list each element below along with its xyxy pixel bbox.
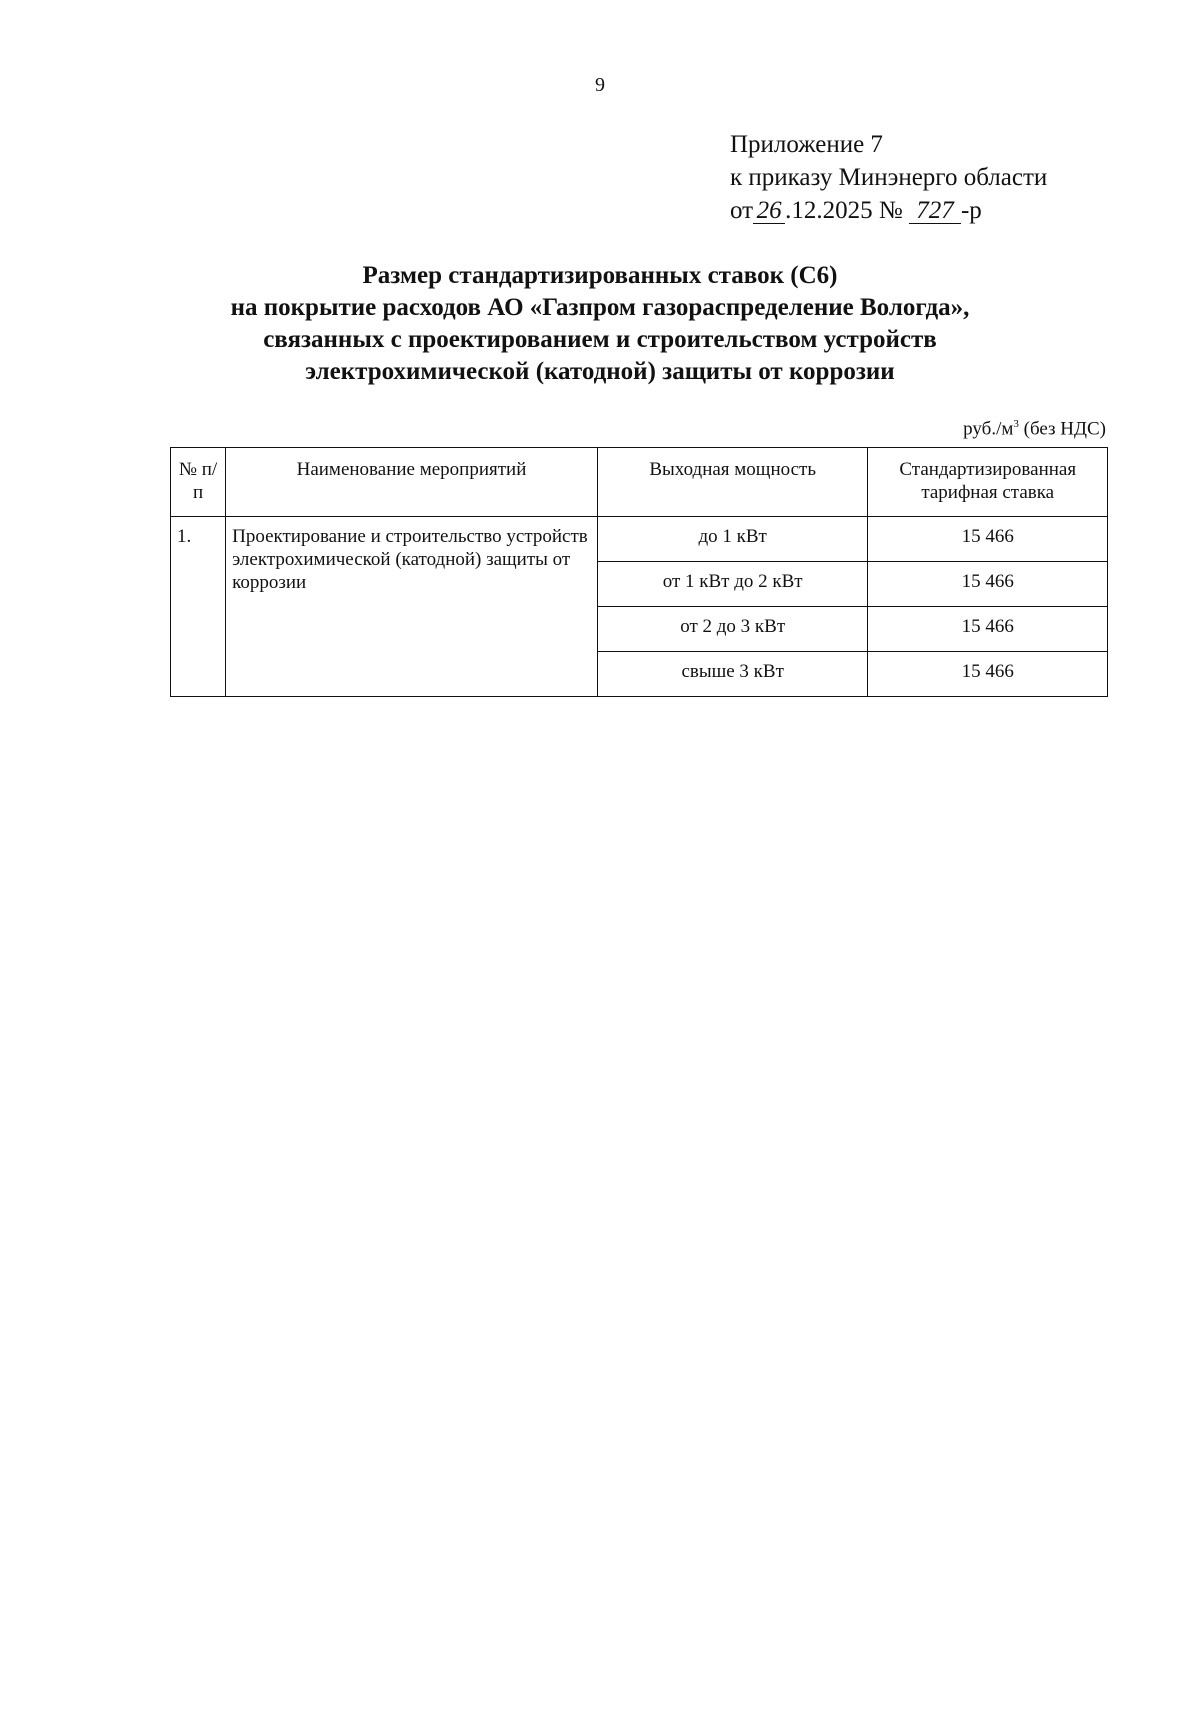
row-num: 1. <box>171 517 226 697</box>
header-name: Наименование мероприятий <box>226 448 598 517</box>
power-cell: до 1 кВт <box>597 517 868 562</box>
title-line-2: на покрытие расходов АО «Газпром газораспределение Вологда», <box>230 294 970 321</box>
power-cell: от 2 до 3 кВт <box>597 607 868 652</box>
power-cell: от 1 кВт до 2 кВт <box>597 562 868 607</box>
rate-cell: 15 466 <box>868 607 1108 652</box>
power-cell: свыше 3 кВт <box>597 652 868 697</box>
handwritten-order-number: 727 <box>909 199 961 224</box>
appendix-block <box>730 128 1047 227</box>
date-prefix: от <box>730 197 754 224</box>
row-name: Проектирование и строительство устройств электрохимической (катодной) защиты от коррозии <box>226 517 598 697</box>
unit-label <box>963 418 1106 440</box>
unit-suffix: (без НДС) <box>1018 418 1106 440</box>
page-number: 9 <box>595 74 605 96</box>
order-suffix: -р <box>960 197 982 224</box>
date-rest: .12.2025 № <box>785 197 903 224</box>
title-line-3: связанных с проектированием и строительством устройств <box>263 326 937 353</box>
appendix-order-reference: к приказу Минэнерго области <box>730 164 1048 191</box>
table-header-row <box>171 448 1108 517</box>
header-num: № п/п <box>171 448 226 517</box>
rates-table <box>170 447 1108 697</box>
handwritten-day: 26 <box>753 199 785 224</box>
title-line-4: электрохимической (катодной) защиты от коррозии <box>305 358 895 385</box>
title-line-1: Размер стандартизированных ставок (С6) <box>362 262 838 289</box>
rate-cell: 15 466 <box>868 562 1108 607</box>
header-power: Выходная мощность <box>597 448 868 517</box>
rate-cell: 15 466 <box>868 652 1108 697</box>
rate-cell: 15 466 <box>868 517 1108 562</box>
document-title <box>0 260 1200 388</box>
table-row <box>171 517 1108 562</box>
appendix-date-line <box>730 194 1047 227</box>
header-rate: Стандартизированная тарифная ставка <box>868 448 1108 517</box>
unit-superscript: 3 <box>1013 418 1019 430</box>
unit-prefix: руб./м <box>963 418 1014 440</box>
appendix-title: Приложение 7 <box>730 131 883 158</box>
